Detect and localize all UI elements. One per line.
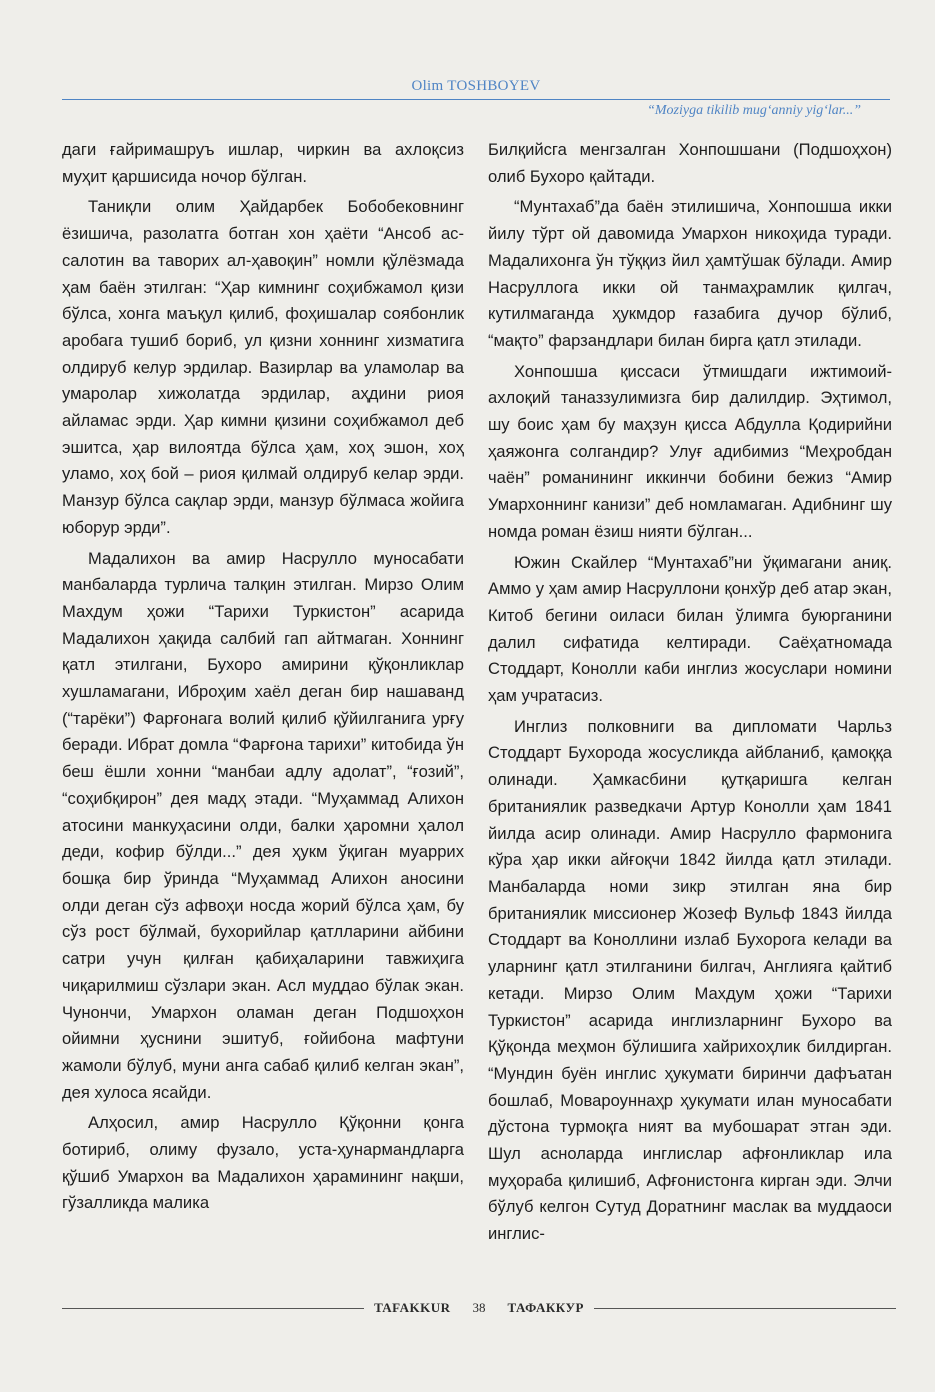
footer-label-latin: TAFAKKUR xyxy=(374,1300,451,1315)
header-rule xyxy=(62,99,890,100)
footer-label-cyrillic: ТАФАККУР xyxy=(507,1300,584,1315)
paragraph: Инглиз полковниги ва дипломати Чарльз Стоддарт Бухорода жосусликда айбланиб, қамоққа олинади. Ҳамкасбини қутқаришга келган британиялик разведкачи Артур Конолли ҳам 1841 йилда асир олинади. Амир Насрулло фармонига кўра ҳар икки айғоқчи 1842 йилда қатл этилади. Манбаларда номи зикр этилган яна бир британиялик миссионер Жозеф Вульф 1843 йилда Стоддарт ва Коноллини излаб Бухорога келади ва уларнинг қатл этилганини билгач, Англияга қайтиб кетади. Мирзо Олим Махдум ҳожи “Тарихи Туркистон” асарида инглизларнинг Бухоро ва Қўқонда меҳмон бўлишига хайрихоҳлик билдирган. “Мундин буён инглис ҳукумати биринчи дафъатан бошлаб, Мовароуннаҳр ҳукумати илан муносабати дўстона турмоқга ният ва мубошарат этган эди. Шул асноларда инглислар афғонликлар ила муҳораба қилишиб, Афғонистонга кирган эди. Элчи бўлуб келгон Сутуд Доратнинг маслак ва муддаоси инглис- xyxy=(488,716,892,1244)
running-header xyxy=(62,74,890,98)
paragraph: “Мунтахаб”да баён этилишича, Хонпошша икки йилу тўрт ой давомида Умархон никоҳида туради. Мадалихонга ўн тўққиз йил ҳамтўшак бўлади. Амир Насруллога икки ой танмаҳрамлик қилгач, кутилмаганда ҳукмдор ғазабига дучор бўлиб, “мақто” фарзандлари билан бирга қатл этилади. xyxy=(488,197,892,350)
paragraph: Алҳосил, амир Насрулло Қўқонни қонга ботириб, олиму фузало, уста-ҳунармандларга қўшиб Умархон ва Мадалихон ҳарамининг нақши, гўзалликда малика xyxy=(62,1113,464,1213)
article-subtitle: “Moziyga tikilib mug‘anniy yig‘lar...” xyxy=(647,103,861,118)
paragraph: Хонпошша қиссаси ўтмишдаги ижтимоий-ахлоқий таназзулимизга бир далилдир. Эҳтимол, шу боис ҳам бу маҳзун қисса Абдулла Қодирийни ҳаяжонга солгандир? Улуғ адибимиз “Меҳробдан чаён” романининг иккинчи бобини бежиз “Амир Умархоннинг канизи” деб номламаган. Адибнинг шу номда роман ёзиш нияти бўлган... xyxy=(488,361,892,541)
paragraph: Билқийсга менгзалган Хонпошшани (Подшоҳхон) олиб Бухоро қайтади. xyxy=(488,140,892,186)
paragraph: Мадалихон ва амир Насрулло муносабати манбаларда турлича талқин этилган. Мирзо Олим Махдум ҳожи “Тарихи Туркистон” асарида Мадалихон ҳақида салбий гап айтмаган. Хоннинг қатл этилгани, Бухоро амирини қўқонликлар хушламагани, Иброҳим хаёл деган бир нашаванд (“тарёки”) Фарғонага волий қилиб қўйилганига урғу беради. Ибрат домла “Фарғона тарихи” китобида ўн беш ёшли хонни “манбаи адлу адолат”, “ғозий”, “соҳибқирон” дея мадҳ этади. “Муҳаммад Алихон атосини манкуҳасини олди, балки ҳаромни ҳалол деди, кофир бўлди...” дея ҳукм ўқиган муаррих бошқа бир ўринда “Муҳаммад Алихон аносини олди деган сўз афвоҳи носда жорий бўлса ҳам, бу сўз рост бўлмай, бухорийлар қатлларини айбини сатри учун қилған қабиҳаларини тавжиҳига чиқарилмиш сўзлари экан. Асл муддао бўлак экан. Чунончи, Умархон оламан деган Подшоҳхон ойимни ҳуснини эшитуб, ғойибона мафтуни жамоли бўлуб, муни анга сабаб қилиб келган экан”, дея хулоса ясайди. xyxy=(62,548,464,1102)
footer-rule-right xyxy=(594,1308,896,1309)
page-number: 38 xyxy=(472,1300,486,1315)
left-column xyxy=(62,137,464,1221)
right-column xyxy=(488,137,892,1252)
paragraph: Южин Скайлер “Мунтахаб”ни ўқимагани аниқ. Аммо у ҳам амир Насруллони қонхўр деб атар экан, Китоб бегини оиласи билан ўлимга буюрганини далил сифатида келтиради. Саёҳатномада Стоддарт, Конолли каби инглиз жосуслари номини ҳам учратасиз. xyxy=(488,552,892,706)
paragraph: даги ғайримашруъ ишлар, чиркин ва ахлоқсиз муҳит қаршисида ночор бўлган. xyxy=(62,140,464,186)
author-name: Olim TOSHBOYEV xyxy=(411,78,541,94)
paragraph: Таниқли олим Ҳайдарбек Бобобековнинг ёзишича, разолатга ботган хон ҳаёти “Ансоб ас-салотин ва таворих ал-ҳавоқин” номли қўлёзмада ҳам баён этилган: “Ҳар кимнинг соҳибжамол қизи бўлса, хонга маъқул қилиб, фоҳишалар соябонлик аробага тушиб бориб, ул қизни хоннинг хизматига олдируб келур эрдилар. Вазирлар ва уламолар ва умаролар хижолатда эрдилар, аҳдини риоя айламас эрди. Ҳар кимни қизини соҳибжамол деб эшитса, ҳар вилоятда бўлса ҳам, хоҳ эшон, хоҳ уламо, хоҳ бой – риоя қилмай олдируб келар эрди. Манзур бўлса сақлар эрди, манзур бўлмаса жойига юборур эрди”. xyxy=(62,197,464,537)
page-footer xyxy=(62,1298,896,1318)
footer-rule-left xyxy=(62,1308,364,1309)
